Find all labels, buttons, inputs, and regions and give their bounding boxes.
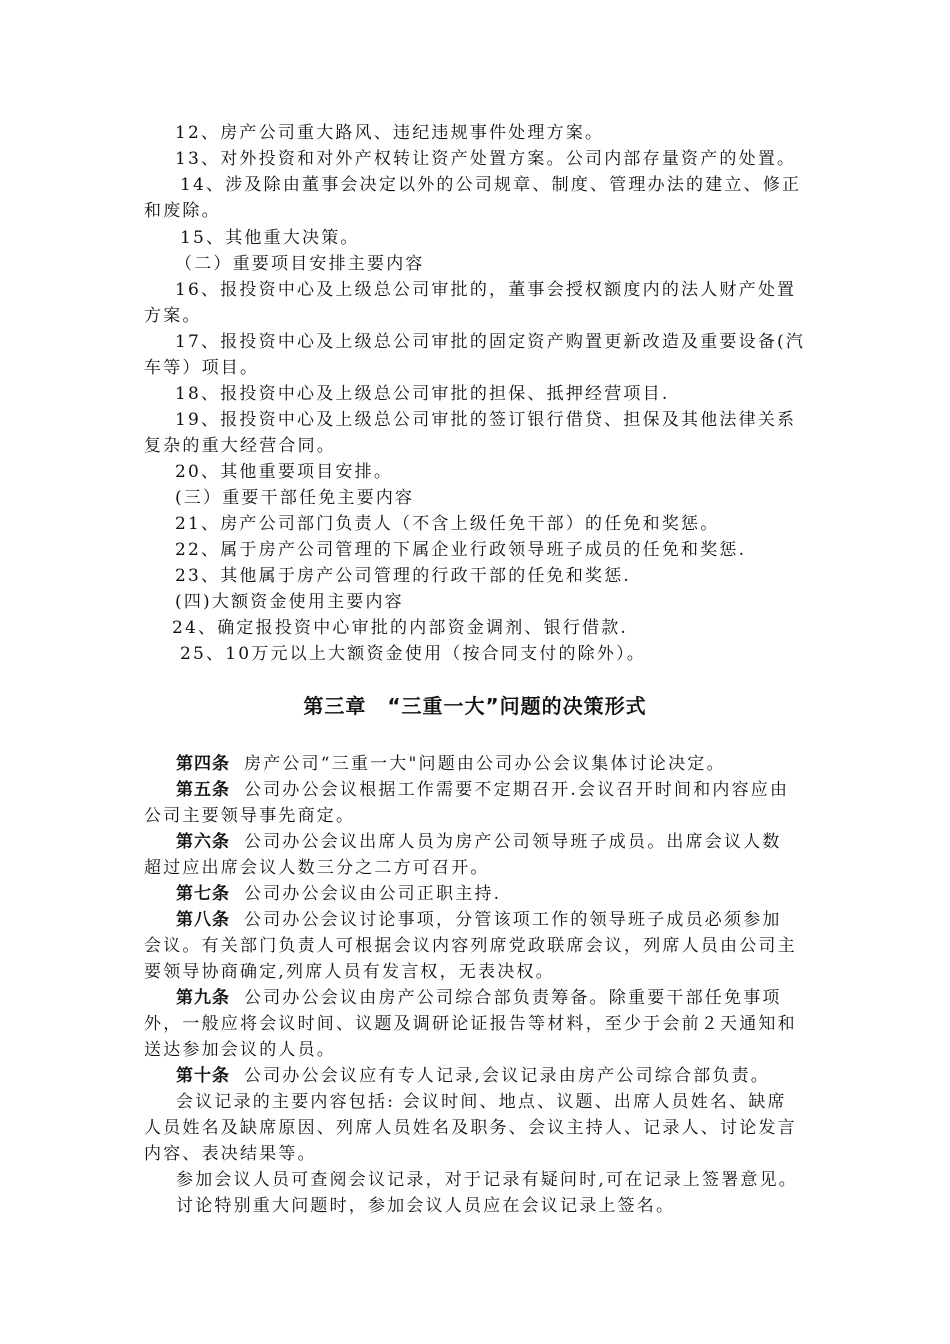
item-14: 14、涉及除由董事会决定以外的公司规章、制度、管理办法的建立、修正: [180, 175, 802, 195]
subheading-4: (四)大额资金使用主要内容: [175, 592, 404, 612]
subheading-3: (三）重要干部任免主要内容: [175, 488, 415, 508]
item-18: 18、报投资中心及上级总公司审批的担保、抵押经营项目.: [175, 384, 670, 404]
article-8-cont-1: 会议。有关部门负责人可根据会议内容列席党政联席会议，列席人员由公司主: [144, 936, 797, 956]
article-6: [0, 830, 950, 854]
article-5: [0, 778, 950, 802]
article-6-text: 公司办公会议出席人员为房产公司领导班子成员。出席会议人数: [244, 832, 782, 852]
article-7-label: 第七条: [176, 884, 230, 904]
item-12: 12、房产公司重大路风、违纪违规事件处理方案。: [175, 123, 605, 143]
article-6-label: 第六条: [176, 832, 230, 852]
item-14-cont: 和废除。: [144, 201, 221, 221]
item-25: 25、10万元以上大额资金使用（按合同支付的除外）。: [180, 644, 646, 664]
article-10-label: 第十条: [176, 1066, 230, 1086]
article-9-label: 第九条: [176, 988, 230, 1008]
minutes-content-cont-2: 内容、表决结果等。: [144, 1144, 317, 1164]
item-15: 15、其他重大决策。: [180, 228, 360, 248]
article-4: [0, 752, 950, 776]
item-19-cont: 复杂的重大经营合同。: [144, 436, 336, 456]
article-5-cont: 公司主要领导事先商定。: [144, 806, 356, 826]
item-17: 17、报投资中心及上级总公司审批的固定资产购置更新改造及重要设备(汽: [175, 332, 806, 352]
subheading-2: （二）重要项目安排主要内容: [175, 254, 425, 274]
item-21: 21、房产公司部门负责人（不含上级任免干部）的任免和奖惩。: [175, 514, 720, 534]
item-13: 13、对外投资和对外产权转让资产处置方案。公司内部存量资产的处置。: [175, 149, 797, 169]
article-8-label: 第八条: [176, 910, 230, 930]
item-23: 23、其他属于房产公司管理的行政干部的任免和奖惩.: [175, 566, 632, 586]
article-5-text: 公司办公会议根据工作需要不定期召开.会议召开时间和内容应由: [244, 780, 790, 800]
article-8-text: 公司办公会议讨论事项，分管该项工作的领导班子成员必须参加: [244, 910, 782, 930]
article-5-label: 第五条: [176, 780, 230, 800]
article-9: [0, 986, 950, 1010]
article-8: [0, 908, 950, 932]
article-8-cont-2: 要领导协商确定,列席人员有发言权，无表决权。: [144, 962, 555, 982]
article-9-cont-1: 外，一般应将会议时间、议题及调研论证报告等材料，至少于会前２天通知和: [144, 1014, 797, 1034]
article-10-text: 公司办公会议应有专人记录,会议记录由房产公司综合部负责。: [244, 1066, 771, 1086]
item-20: 20、其他重要项目安排。: [175, 462, 394, 482]
item-19: 19、报投资中心及上级总公司审批的签订银行借贷、担保及其他法律关系: [175, 410, 797, 430]
minutes-content-para: 会议记录的主要内容包括: 会议时间、地点、议题、出席人员姓名、缺席: [176, 1092, 787, 1112]
article-6-cont: 超过应出席会议人数三分之二方可召开。: [144, 858, 490, 878]
minutes-content-cont-1: 人员姓名及缺席原因、列席人员姓名及职务、会议主持人、记录人、讨论发言: [144, 1118, 797, 1138]
article-4-text: 房产公司“三重一大"问题由公司办公会议集体讨论决定。: [244, 754, 726, 774]
minutes-review-para: 参加会议人员可查阅会议记录，对于记录有疑问时,可在记录上签署意见。: [176, 1170, 799, 1190]
item-24: 24、确定报投资中心审批的内部资金调剂、银行借款.: [172, 618, 629, 638]
article-9-text: 公司办公会议由房产公司综合部负责筹备。除重要干部任免事项: [244, 988, 782, 1008]
item-16-cont: 方案。: [144, 306, 202, 326]
minutes-sign-para: 讨论特别重大问题时，参加会议人员应在会议记录上签名。: [176, 1196, 676, 1216]
article-9-cont-2: 送达参加会议的人员。: [144, 1040, 336, 1060]
chapter-title: 第三章 “三重一大”问题的决策形式: [303, 694, 647, 718]
article-10: [0, 1064, 950, 1088]
article-4-label: 第四条: [176, 754, 230, 774]
item-16: 16、报投资中心及上级总公司审批的，董事会授权额度内的法人财产处置: [175, 280, 797, 300]
article-7: [0, 882, 950, 906]
item-17-cont: 车等）项目。: [144, 358, 260, 378]
article-7-text: 公司办公会议由公司正职主持.: [244, 884, 502, 904]
item-22: 22、属于房产公司管理的下属企业行政领导班子成员的任免和奖惩.: [175, 540, 747, 560]
